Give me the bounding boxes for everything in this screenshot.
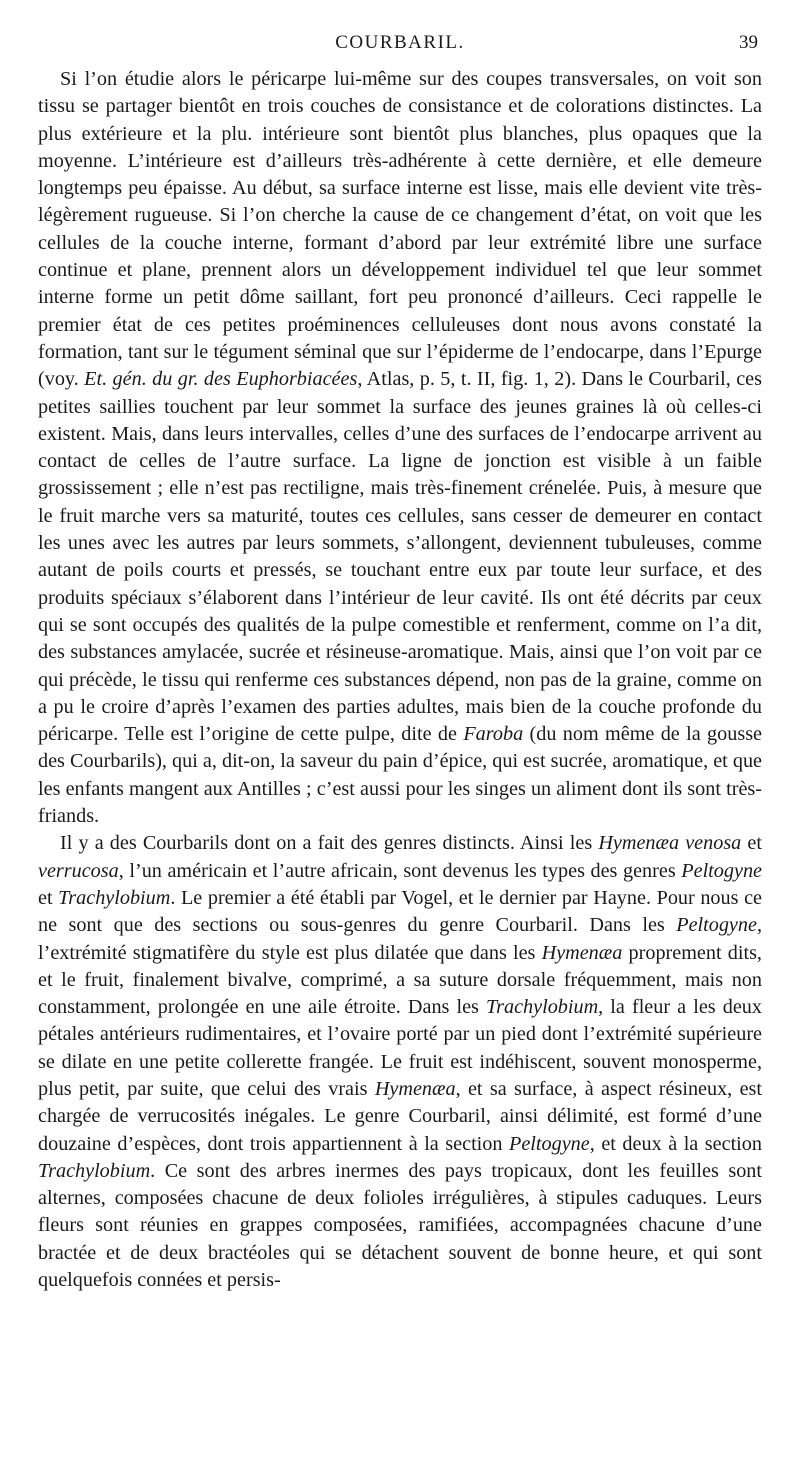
running-title: COURBARIL. <box>335 32 465 53</box>
italic-text: Hymenæa venosa <box>598 832 742 855</box>
text-run: , l’un américain et l’autre africain, sont devenus les types des genres <box>118 859 682 882</box>
paragraph <box>38 66 762 830</box>
body-text <box>38 66 762 1294</box>
text-run: Si l’on étudie alors le péricarpe lui-même sur des coupes transversales, on voit son tissu se partager bientôt en trois couches de consistance et de colorations distinctes. La plus extérieure et la plu. intérieure sont bientôt plus blanches, plus opaques que la moyenne. L’intérieure est d’ailleurs très-adhérente à cette dernière, et elle demeure longtemps peu épaisse. Au début, sa surface interne est lisse, mais elle devient vite très-légèrement rugueuse. Si l’on cherche la cause de ce changement d’état, on voit que les cellules de la couche interne, formant d’abord par leur extrémité libre une surface continue et plane, prennent alors un développement individuel tel que leur sommet interne forme un petit dôme saillant, fort peu prononcé d’ailleurs. Ceci rappelle le premier état de ces petites proéminences celluleuses dont nous avons constaté la formation, tant sur le tégument séminal que sur l’épiderme de l’endocarpe, dans l’Epurge (voy. <box>38 68 762 391</box>
page-number: 39 <box>739 32 758 53</box>
italic-text: Hymenæa <box>374 1077 456 1100</box>
text-run: . Le premier a été établi par Vogel, et le dernier par Hayne. Pour nous ce ne sont que des sections ou sous-genres du genre Courbaril. Dans les <box>38 886 762 937</box>
text-run: , Atlas, p. 5, t. II, fig. 1, 2). Dans le Courbaril, ces petites saillies touchent par leur sommet la surface des jeunes graines là où celles-ci existent. Mais, dans leurs intervalles, celles d’une des surfaces de l’endocarpe arrivent au contact de celles de l’autre surface. La ligne de jonction est visible à un faible grossissement ; elle n’est pas rectiligne, mais très-finement crénelée. Puis, à mesure que le fruit marche vers sa maturité, toutes ces cellules, sans cesser de demeurer en contact les unes avec les autres par leurs sommets, s’allongent, deviennent tubuleuses, comme autant de poils courts et pressés, se touchant entre eux par toute leur surface, et des produits spéciaux s’élaborent dans l’intérieur de leur cavité. Ils ont été décrits par ceux qui se sont occupés des qualités de la pulpe comestible et renferment, comme on l’a dit, des substances amylacée, sucrée et résineuse-aromatique. Mais, ainsi que l’on voit par ce qui précède, le tissu qui renferme ces substances dépend, non pas de la graine, comme on a pu le croire d’après l’examen des parties adultes, mais bien de la couche profonde du péricarpe. Telle est l’origine de cette pulpe, dite de <box>38 368 762 746</box>
italic-text: Peltogyne <box>509 1132 590 1155</box>
text-run: et <box>38 886 59 909</box>
italic-text: Faroba <box>463 723 524 746</box>
italic-text: Et. gén. du gr. des Euphorbiacées <box>84 368 358 391</box>
italic-text: verrucosa <box>38 859 119 882</box>
paragraph <box>38 830 762 1294</box>
text-run: , la fleur a les deux pétales antérieurs rudimentaires, et l’ovaire porté par un pied dont l’extrémité supérieure se dilate en une petite collerette frangée. Le fruit est indéhiscent, souvent monosperme, plus petit, par suite, que celui des vrais <box>38 996 762 1100</box>
italic-text: Trachylobium <box>486 996 599 1019</box>
italic-text: Trachylobium <box>38 1159 151 1182</box>
text-run: proprement dits, et le fruit, finalement bivalve, comprimé, a sa suture dorsale fréquemment, mais non constamment, prolongée en une aile étroite. Dans les <box>38 941 762 1019</box>
text-run: et <box>741 832 762 855</box>
italic-text: Peltogyne <box>681 859 762 882</box>
italic-text: Trachylobium <box>58 886 171 909</box>
text-run: Il y a des Courbarils dont on a fait des genres distincts. Ainsi les <box>60 832 599 855</box>
text-run: , et sa surface, à aspect résineux, est chargée de verrucosités inégales. Le genre Courbaril, ainsi délimité, est formé d’une douzaine d’espèces, dont trois appartiennent à la section <box>38 1077 762 1155</box>
text-run: (du nom même de la gousse des Courbarils), qui a, dit-on, la saveur du pain d’épice, qui est sucrée, aromatique, et que les enfants mangent aux Antilles ; c’est aussi pour les singes un aliment dont ils sont très-friands. <box>38 723 763 828</box>
text-run: , l’extrémité stigmatifère du style est plus dilatée que dans les <box>38 914 762 964</box>
italic-text: Peltogyne <box>676 914 757 937</box>
text-run: . Ce sont des arbres inermes des pays tropicaux, dont les feuilles sont alternes, composées chacune de deux folioles irrégulières, à stipules caduques. Leurs fleurs sont réunies en grappes composées, ramifiées, accompagnées chacune d’une bractée et de deux bractéoles qui se détachent souvent de bonne heure, et qui sont quelquefois connées et persis- <box>38 1159 762 1292</box>
page-header <box>38 28 762 62</box>
italic-text: Hymenæa <box>541 941 623 964</box>
text-run: , et deux à la section <box>589 1132 762 1155</box>
